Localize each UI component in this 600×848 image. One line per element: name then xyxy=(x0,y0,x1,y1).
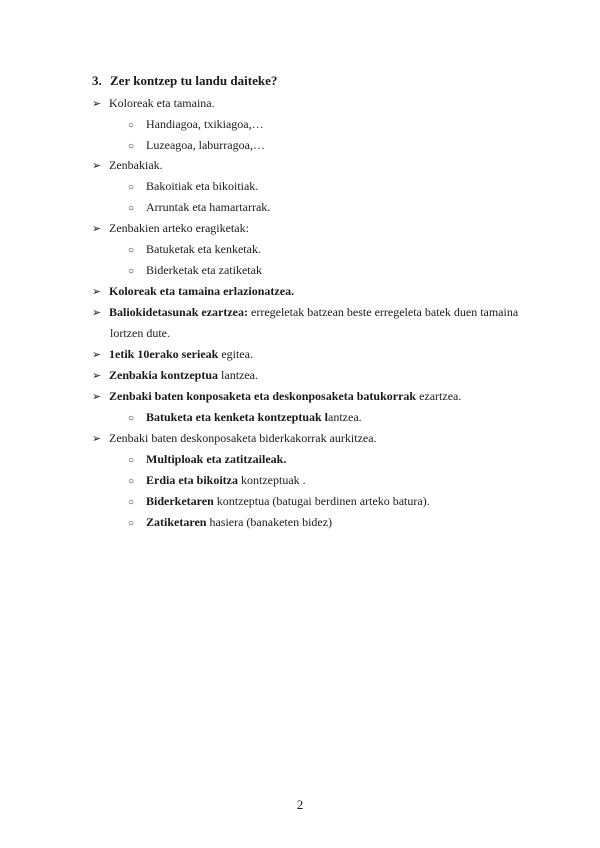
list-item-text: lantzea. xyxy=(218,368,259,382)
section-heading xyxy=(92,73,277,88)
list-item-bold: Multiploak eta zatitzaileak. xyxy=(146,452,287,466)
circle-bullet-icon: ○ xyxy=(128,497,135,508)
list-item-text: Handiagoa, txikiagoa,… xyxy=(146,117,264,131)
list-item-bold: Erdia eta bikoitza xyxy=(146,473,238,487)
list-item-text: Biderketak eta zatiketak xyxy=(146,263,262,277)
list-item-text: Zenbakiak. xyxy=(109,158,163,172)
arrow-bullet-icon: ➢ xyxy=(92,433,102,445)
list-item xyxy=(92,221,249,237)
list-item-text: Bakoitiak eta bikoitiak. xyxy=(146,179,259,193)
sub-list-item xyxy=(128,515,332,531)
circle-bullet-icon: ○ xyxy=(128,245,135,256)
list-item-text: ezartzea. xyxy=(416,389,462,403)
circle-bullet-icon: ○ xyxy=(128,120,135,131)
list-item xyxy=(92,431,377,447)
list-item-text: Zenbakien arteko eragiketak: xyxy=(109,221,249,235)
arrow-bullet-icon: ➢ xyxy=(92,160,102,172)
circle-bullet-icon: ○ xyxy=(128,203,135,214)
sub-list-item xyxy=(128,138,265,154)
list-item-bold: Zenbakia kontzeptua xyxy=(109,368,219,382)
list-item-text: Arruntak eta hamartarrak. xyxy=(146,200,271,214)
list-item-text: Koloreak eta tamaina. xyxy=(109,96,215,110)
list-item-continuation: lortzen dute. xyxy=(110,326,170,340)
list-item-text: Batuketak eta kenketak. xyxy=(146,242,261,256)
sub-list-item xyxy=(128,452,286,468)
section-number: 3. xyxy=(92,73,102,88)
sub-list-item xyxy=(128,200,270,216)
circle-bullet-icon: ○ xyxy=(128,413,135,424)
list-item-text: kontzeptuak . xyxy=(238,473,306,487)
list-item-bold: Baliokidetasunak ezartzea: xyxy=(109,305,248,319)
arrow-bullet-icon: ➢ xyxy=(92,391,102,403)
list-item-text: kontzeptua (batugai berdinen arteko batura). xyxy=(213,494,430,508)
list-item-bold: Batuketa eta kenketa kontzeptuak l xyxy=(146,410,329,424)
list-item-bold: Biderketaren xyxy=(146,494,214,508)
arrow-bullet-icon: ➢ xyxy=(92,349,102,361)
list-item xyxy=(92,305,518,321)
list-item-bold: Zatiketaren xyxy=(146,515,207,529)
circle-bullet-icon: ○ xyxy=(128,518,135,529)
circle-bullet-icon: ○ xyxy=(128,455,135,466)
arrow-bullet-icon: ➢ xyxy=(92,370,102,382)
circle-bullet-icon: ○ xyxy=(128,141,135,152)
sub-list-item xyxy=(128,242,261,258)
list-item xyxy=(92,284,294,300)
list-item xyxy=(92,389,461,405)
arrow-bullet-icon: ➢ xyxy=(92,307,102,319)
list-item-bold: Zenbaki baten konposaketa eta deskonposaketa batukorrak xyxy=(109,389,417,403)
circle-bullet-icon: ○ xyxy=(128,182,135,193)
list-item xyxy=(92,368,258,384)
section-title: Zer kontzep tu landu daiteke? xyxy=(110,73,278,88)
list-item-text: antzea. xyxy=(328,410,362,424)
list-item-bold: Koloreak eta tamaina erlazionatzea. xyxy=(109,284,295,298)
list-item-bold: 1etik 10erako serieak xyxy=(109,347,219,361)
list-item-text: Luzeagoa, laburragoa,… xyxy=(146,138,265,152)
sub-list-item xyxy=(128,473,306,489)
circle-bullet-icon: ○ xyxy=(128,476,135,487)
arrow-bullet-icon: ➢ xyxy=(92,98,102,110)
sub-list-item xyxy=(128,179,258,195)
list-item-text: hasiera (banaketen bidez) xyxy=(206,515,333,529)
circle-bullet-icon: ○ xyxy=(128,266,135,277)
list-item-text: erregeletak batzean beste erregeleta batek duen tamaina xyxy=(248,305,519,319)
arrow-bullet-icon: ➢ xyxy=(92,286,102,298)
page-number: 2 xyxy=(296,797,304,812)
list-item xyxy=(92,158,163,174)
list-item xyxy=(92,347,253,363)
list-item xyxy=(92,96,215,112)
sub-list-item xyxy=(128,263,262,279)
arrow-bullet-icon: ➢ xyxy=(92,223,102,235)
sub-list-item xyxy=(128,117,264,133)
list-item-text: egitea. xyxy=(218,347,253,361)
list-item-text: Zenbaki baten deskonposaketa biderkakorrak aurkitzea. xyxy=(109,431,377,445)
sub-list-item xyxy=(128,410,362,426)
sub-list-item xyxy=(128,494,430,510)
